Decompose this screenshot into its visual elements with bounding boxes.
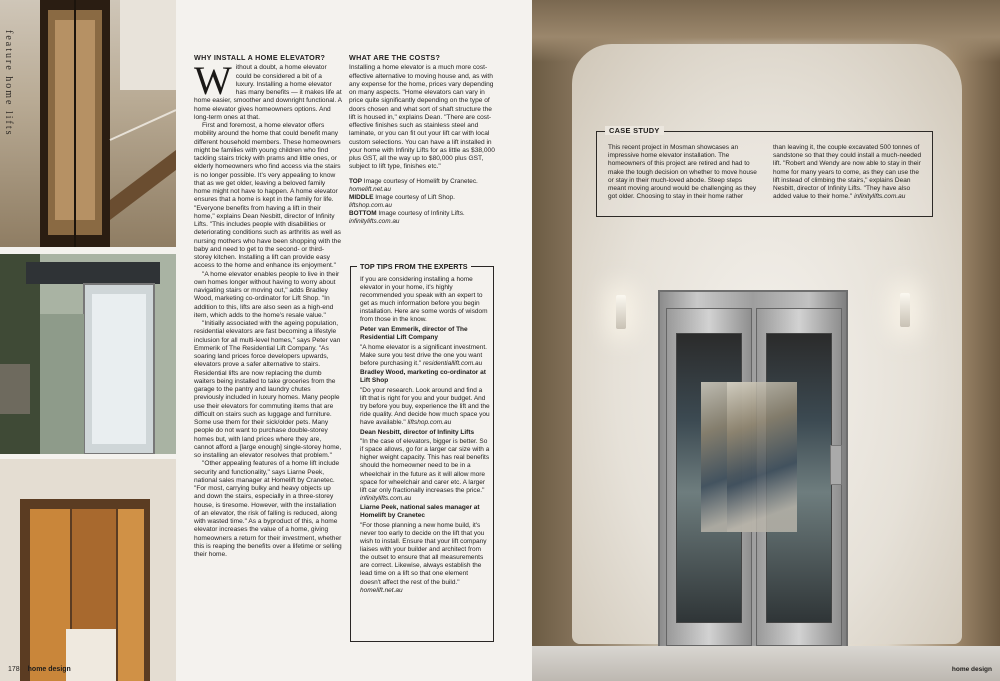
photo-timber-lift-interior	[0, 459, 176, 681]
why-install-paragraph: "Other appealing features of a home lift include security and functionality," says Liarne Peek, national sales manager at Homelift by Cranetec. "For most, carrying bulky and heavy objects up and down the stairs, especially in a three-storey house, is tiresome. However, with the installation of an elevator, the risk of falling is reduced, along with wasted time." As a byproduct of this, a home elevator increases the value of a home, giving homeowners a return for their investment, whether this is reaping the benefits over a lifetime or selling their home.	[194, 460, 342, 558]
magazine-name: home design	[27, 666, 71, 673]
costs-heading: WHAT ARE THE COSTS?	[349, 53, 441, 62]
why-install-paragraph: First and foremost, a home elevator offers mobility around the home that could benefit many different household members. These homeowners might be families with young children who find tackling stairs tricky with prams and little ones, or elderly homeowners who find access via the stairs is no longer possible. It's very appealing to know that as we get older, leaving a beloved family home might not have to happen. A home elevator ensures that a home is kept in the family for life. "Everyone benefits from having a lift in their home," explains Dean Nesbitt, director of Infinity Lifts. "This includes people with disabilities or deteriorating conditions such as arthritis as well as nursing mothers who have been shopping with the baby and need to get to the second- or third-storey kitchen. Installing a lift can provide easy access to the home and enhance its enjoyment."	[194, 122, 341, 270]
costs-paragraph: Installing a home elevator is a much more cost-effective alternative to moving house and, as with any expense for the home, prices vary depending on many aspects. "Home elevators can vary in price quite significantly depending on the type of doors chosen and what sort of shaft structure the lift is housed in," explains Dean. "There are cost-effective finishes such as stainless steel and laminate, or you can fit out your lift car with local custom selections. You can have a lift installed in your home with Infinity Lifts for as little as $38,000 plus GST, all the way up to $80,000 plus GST, subject to lift type, finishes etc."	[349, 64, 495, 171]
expert-quote: "For those planning a new home build, it's never too early to decide on the lift that you wish to install. Ensure that your lift company liaises with your builder and architect from the outset to ensure that all measurements are correct. Likewise, always establish the lead time on a lift so that one element doesn't affect the rest of the build." homelift.net.au	[360, 521, 487, 594]
expert-name: Dean Nesbitt, director of Infinity Lifts	[360, 428, 475, 436]
lift-doors	[658, 290, 848, 648]
expert-name: Peter van Emmerik, director of The Residential Lift Company	[360, 325, 468, 342]
expert-quote: "In the case of elevators, bigger is better. So if space allows, go for a larger car size with a higher weight capacity. This has real benefits should the homeowner need to be in a wheelchair in the future as it will allow more space for wheelchair and carer etc. A larger lift car only fractionally increases the price." infinitylifts.com.au	[360, 438, 490, 502]
photo-exterior-lift	[0, 254, 176, 454]
top-tips-heading: TOP TIPS FROM THE EXPERTS	[357, 262, 471, 271]
credit-link[interactable]: infinitylifts.com.au	[349, 217, 400, 225]
credit-link[interactable]: homelift.net.au	[349, 185, 391, 193]
wall-sconce-right	[900, 293, 910, 327]
expert-quote: "Do your research. Look around and find a lift that is right for you and your budget. And try before you buy, experience the lift and the ride quality. And decide how much space you have available." liftshop.com.au	[360, 386, 490, 427]
expert-link[interactable]: infinitylifts.com.au	[360, 494, 412, 502]
feature-sidebar-label: feature home lifts	[3, 30, 14, 137]
case-study-box	[596, 126, 933, 217]
page-number: 178	[8, 666, 20, 673]
expert-name: Bradley Wood, marketing co-ordinator at Lift Shop	[360, 369, 486, 385]
wall-sconce-left	[616, 295, 626, 329]
right-page-footer	[952, 666, 992, 673]
top-tips-box	[350, 262, 494, 642]
lift-call-button	[830, 445, 842, 485]
top-tips-intro: If you are considering installing a home elevator in your home, it's highly recommended you speak with an expert to get as much information before you begin installation. Here are some words of wisdom from those in the know.	[360, 276, 488, 324]
right-page-photo	[532, 0, 1000, 681]
image-credits	[349, 178, 499, 226]
case-study-heading: CASE STUDY	[605, 126, 664, 135]
credit-line: TOP Image courtesy of Homelift by Cranetec. homelift.net.au	[349, 177, 478, 193]
case-study-link[interactable]: infinitylifts.com.au	[854, 193, 906, 201]
top-tips-body	[360, 276, 490, 596]
costs-column	[349, 54, 499, 226]
magazine-name: home design	[951, 666, 992, 673]
credit-line: MIDDLE Image courtesy of Lift Shop. liftshop.com.au	[349, 193, 455, 209]
credit-line: BOTTOM Image courtesy of Infinity Lifts. infinitylifts.com.au	[349, 209, 465, 225]
expert-name: Liarne Peek, national sales manager at Homelift by Cranetec	[360, 504, 480, 520]
drop-cap: W	[194, 58, 232, 104]
expert-link[interactable]: homelift.net.au	[360, 586, 403, 594]
why-install-paragraph: "A home elevator enables people to live in their own homes longer without having to worry about navigating stairs or moving out," adds Bradley Wood, marketing co-ordinator for Lift Shop. "In addition to this, lifts are also seen as a high-end item, which adds to the home's resale value."	[194, 270, 340, 319]
why-install-heading: WHY INSTALL A HOME ELEVATOR?	[194, 53, 326, 62]
expert-link[interactable]: liftshop.com.au	[407, 419, 452, 427]
credit-link[interactable]: liftshop.com.au	[349, 201, 392, 209]
why-install-intro: Without a doubt, a home elevator could be considered a bit of a luxury. Installing a home elevator has many benefits — it makes life at home easier, smoother and downright functional. A home elevator gives homeowners options. And long-term ones at that.	[194, 58, 342, 121]
why-install-column	[194, 54, 342, 559]
case-study-column: This recent project in Mosman showcases an impressive home elevator installation. The homeowners of this project are retired and had to make the tough decision on whether to move house or stay in their much-loved abode. Steep steps meant moving around would be challenging as they got older. Choosing to stay in their home rather	[608, 144, 757, 201]
floor	[532, 646, 1000, 681]
expert-link[interactable]: residentiallift.com.au	[423, 359, 483, 367]
expert-quote: "A home elevator is a significant investment. Make sure you test drive the one you want before purchasing it." residentiallift.com.au	[360, 343, 487, 367]
why-install-paragraph: "Initially associated with the ageing population, residential elevators are fast becoming a lifestyle inclusion for all multi-level homes," says Peter van Emmerik of The Residential Lift Company. "As soaring land prices force developers upwards, elevators prove a safer alternative to stairs. Residential lifts are now replacing the dumb waiters being installed to take groceries from the garage to the pantry and laundry chutes previously included in luxury homes. Many people use their elevators for commuting items that are difficult on stairs such as luggage and furniture. Some use them for their sick/older pets. Many people do not want to purchase double-storey homes but, with land prices where they are, cannot afford a [large enough] single-storey home, so installing an elevator resolves that problem."	[194, 320, 342, 459]
left-page-footer	[8, 666, 71, 673]
case-study-column: than leaving it, the couple excavated 500 tonnes of sandstone so that they could install a much-needed lift. "Robert and Wendy are now able to stay in their home for many years to come, as they can use the lift instead of climbing the stairs," explains Dean Nesbitt, director of Infinity Lifts. "They have also added value to their home." infinitylifts.com.au	[773, 144, 922, 201]
photo-glass-lift-staircase	[0, 0, 176, 247]
